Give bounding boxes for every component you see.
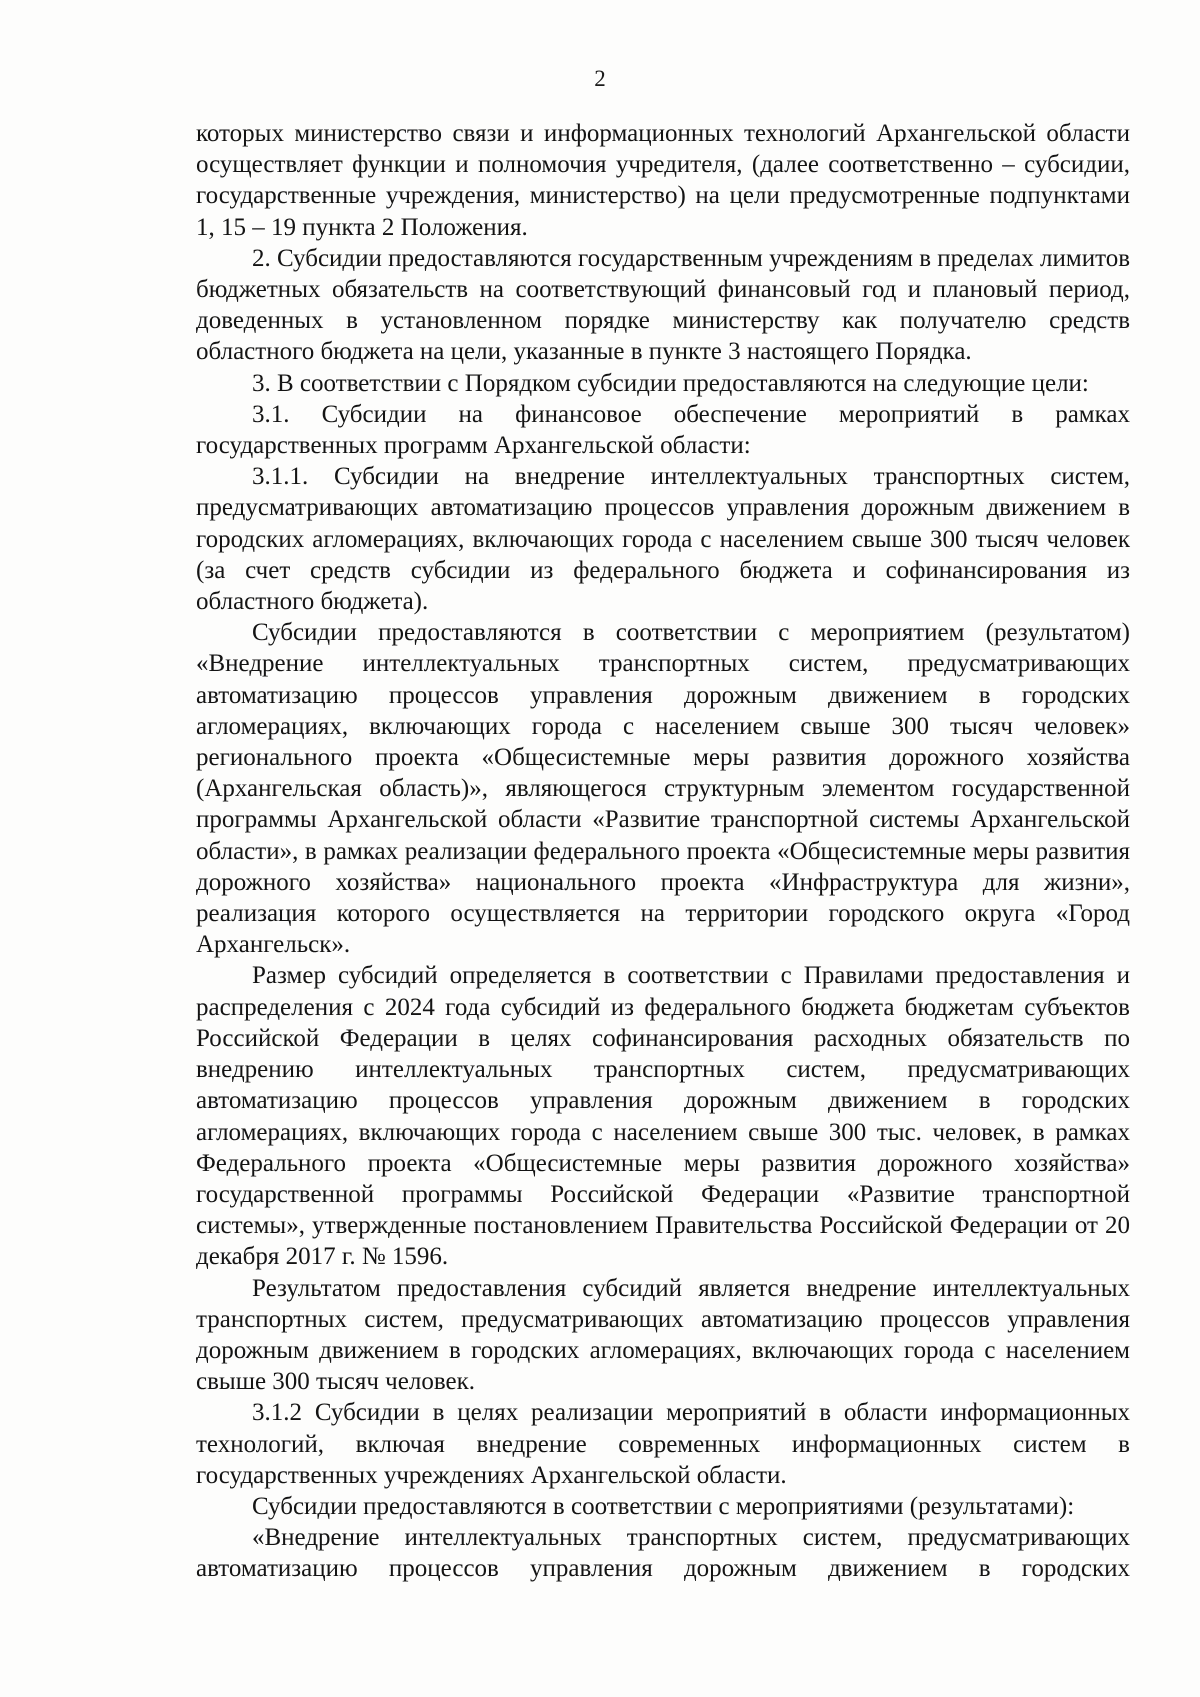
paragraph-item-3-1: 3.1. Субсидии на финансовое обеспечение мероприятий в рамках государственных программ Архангельской области: [196,400,1130,460]
paragraph-item-3-1-2: 3.1.2 Субсидии в целях реализации мероприятий в области информационных технологий, включая внедрение современных информационных систем в государственных учреждениях Архангельской области. [196,1399,1130,1489]
paragraph-item-2: 2. Субсидии предоставляются государственным учреждениям в пределах лимитов бюджетных обязательств на соответствующий финансовый год и плановый период, доведенных в установленном порядке министерству как получателю средств областного бюджета на цели, указанные в пункте 3 настоящего Порядка. [196,244,1130,366]
paragraph-subsidy-size: Размер субсидий определяется в соответствии с Правилами предоставления и распределения с 2024 года субсидий из федерального бюджета бюджетам субъектов Российской Федерации в целях софинансирования расходных обязательств по внедрению интеллектуальных транспортных систем, предусматривающих автоматизацию процессов управления дорожным движением в городских агломерациях, включающих города с населением свыше 300 тыс. человек, в рамках Федерального проекта «Общесистемные меры развития дорожного хозяйства» государственной программы Российской Федерации «Развитие транспортной системы», утвержденные постановлением Правительства Российской Федерации от 20 декабря 2017 г. № 1596. [196,962,1130,1271]
page-number: 2 [594,66,606,91]
paragraph-item-3-1-1: 3.1.1. Субсидии на внедрение интеллектуальных транспортных систем, предусматривающих автоматизацию процессов управления дорожным движением в городских агломерациях, включающих города с населением свыше 300 тысяч человек (за счет средств субсидии из федерального бюджета и софинансирования из областного бюджета). [196,463,1130,616]
paragraph-intro-continuation: которых министерство связи и информационных технологий Архангельской области осуществляет функции и полномочия учредителя, (далее соответственно – субсидии, государственные учреждения, министерство) на цели предусмотренные подпунктами 1, 15 – 19 пункта 2 Положения. [196,120,1130,241]
paragraph-subsidy-result: Результатом предоставления субсидий является внедрение интеллектуальных транспортных систем, предусматривающих автоматизацию процессов управления дорожным движением в городских агломерациях, включающих города с населением свыше 300 тысяч человек. [196,1274,1130,1396]
paragraph-item-3: 3. В соответствии с Порядком субсидии предоставляются на следующие цели: [252,369,1089,397]
document-body [196,118,1130,1585]
paragraph-event-quote: «Внедрение интеллектуальных транспортных систем, предусматривающих автоматизацию процессов управления дорожным движением в городских [196,1524,1130,1583]
paragraph-subsidy-events: Субсидии предоставляются в соответствии с мероприятиями (результатами): [252,1492,1075,1520]
paragraph-subsidy-event: Субсидии предоставляются в соответствии с мероприятием (результатом) «Внедрение интеллектуальных транспортных систем, предусматривающих автоматизацию процессов управления дорожным движением в городских агломерациях, включающих города с населением свыше 300 тысяч человек» регионального проекта «Общесистемные меры развития дорожного хозяйства (Архангельская область)», являющегося структурным элементом государственной программы Архангельской области «Развитие транспортной системы Архангельской области», в рамках реализации федерального проекта «Общесистемные меры развития дорожного хозяйства» национального проекта «Инфраструктура для жизни», реализация которого осуществляется на территории городского округа «Город Архангельск». [196,619,1130,959]
